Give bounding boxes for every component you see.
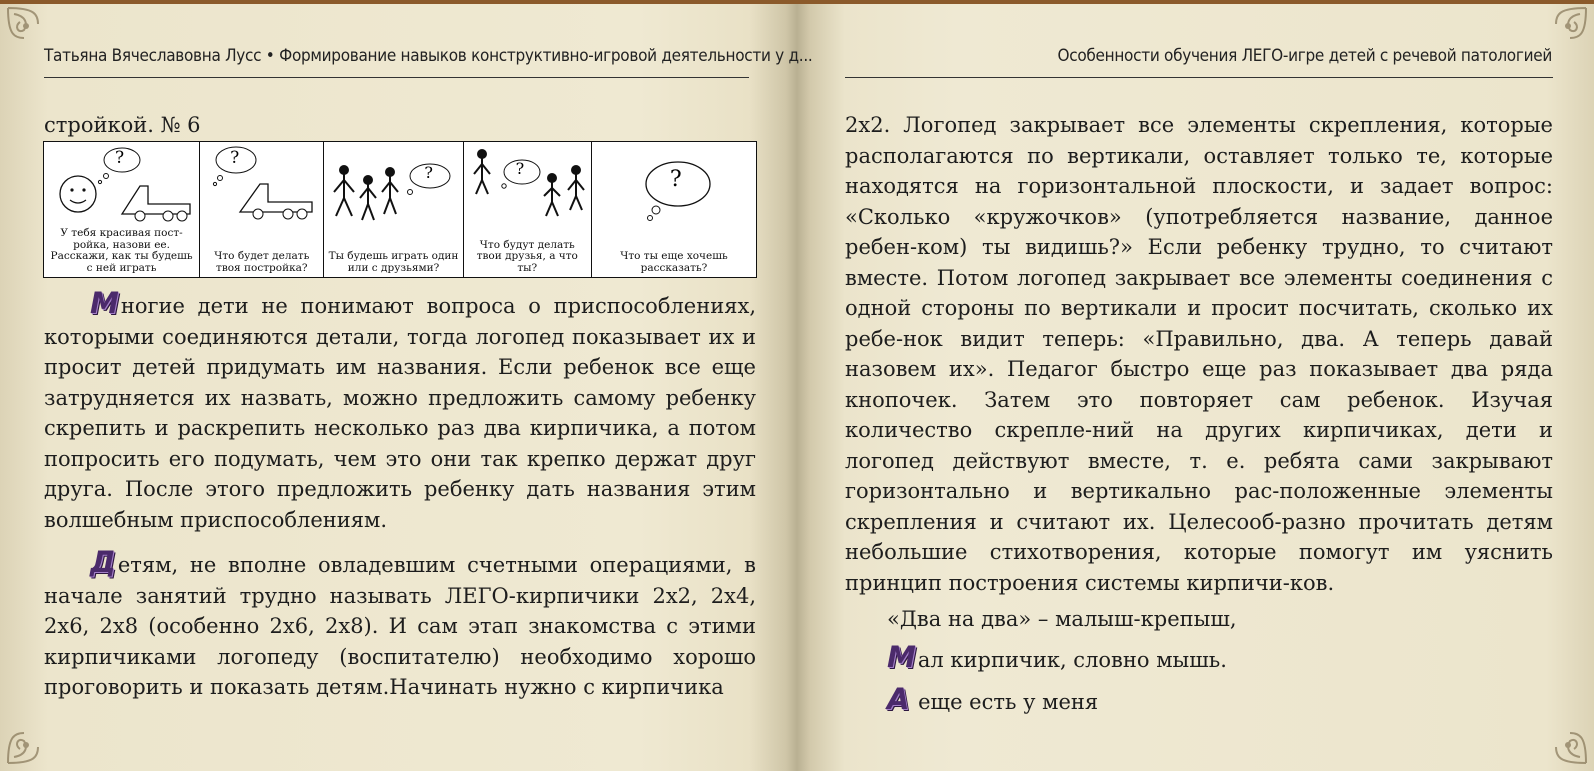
corner-ornament-icon	[4, 697, 74, 767]
figure-caption: Что будут делать твои друзья, а что ты?	[476, 238, 578, 274]
paragraph-text: ногие дети не понимают вопроса о приспособлениях, которыми соединяются детали, тогда логопед показывает их и просит детей придумать им названия. Если ребенок все еще затрудняется их назвать, можно предложить самому ребенку скрепить и раскрепить несколько раз два кирпичика, а потом попросить его подумать, чем это они так крепко держат друг друга. После этого предложить ребенку дать названия этим волшебным приспособлениям.	[44, 294, 756, 532]
right-page	[845, 110, 1553, 720]
poem-line: «Два на два» – малыш-крепыш,	[887, 607, 1237, 631]
figure-panel	[464, 142, 592, 277]
figure-panel	[324, 142, 463, 277]
three-children-icon	[324, 142, 463, 232]
poem	[845, 602, 1553, 720]
thought-question-mark: ?	[115, 148, 125, 168]
poem-line-text: ал кирпичик, словно мышь.	[917, 648, 1227, 672]
right-running-header: Особенности обучения ЛЕГО-игре детей с речевой патологией	[1057, 46, 1552, 66]
drop-cap: М	[887, 640, 916, 674]
figure-panel	[200, 142, 324, 277]
thought-question-mark: ?	[230, 148, 240, 168]
thought-question-mark: ?	[515, 159, 525, 178]
figure-panel	[592, 142, 756, 277]
comic-strip-figure	[43, 141, 757, 278]
lead-line: стройкой. № 6	[44, 113, 201, 137]
paragraph: 2х2. Логопед закрывает все элементы скрепления, которые располагаются по вертикали, оставляет только те, которые находятся на горизонтальной плоскости, и задает вопрос: «Сколько «кружочков» (употребляется название, данное ребен-ком) ты видишь?» Если ребенку трудно, то считают вместе. Потом логопед закрывает все элементы соединения с одной стороны по вертикали и просит посчитать, сколько их ребе-нок видит теперь: «Правильно, два. А теперь давай назовем их». Педагог быстро еще раз показывает два ряда кнопочек. Затем это повторяет сам ребенок. Изучая количество скрепле-ний на других кирпичиках, дети и логопед действуют вместе, т. е. ребята сами закрывают горизонтально и вертикально рас-положенные элементы скрепления и считают их. Целесооб-разно прочитать детям небольшие стихотворения, которые помогут им уяснить принцип построения системы кирпичи-ков.	[845, 113, 1553, 595]
right-header-rule	[845, 77, 1553, 78]
figure-caption: Что ты еще хочешь рассказать?	[620, 250, 728, 274]
paragraph-text: етям, не вполне овладевшим счетными операциями, в начале занятий трудно называть ЛЕГО-кирпичики 2х2, 2х4, 2х6, 2х8 (особенно 2х6, 2х8). И сам этап знакомства с этими кирпичиками логопеду (воспитателю) необходимо хорошо проговорить и показать детям.Начинать нужно с кирпичика	[44, 553, 756, 699]
figure-caption: Ты будешь играть один или с друзьями?	[328, 250, 459, 274]
thought-question-mark: ?	[424, 163, 433, 182]
figure-panel	[44, 142, 200, 277]
truck-icon	[200, 142, 324, 232]
left-running-header: Татьяна Вячеславовна Лусс • Формирование навыков конструктивно-игровой деятельности у д...	[44, 46, 813, 66]
thought-question-mark: ?	[669, 167, 682, 192]
paragraph-1	[44, 288, 756, 535]
figure-caption: Что будет делать твоя постройка?	[214, 250, 310, 274]
left-header-rule	[44, 77, 749, 78]
poem-line	[887, 636, 1553, 678]
book-top-edge	[0, 0, 1594, 4]
figure-caption: У тебя красивая пост-ройка, назови ее. Расскажи, как ты будешь с ней играть	[50, 227, 193, 274]
drop-cap: М	[90, 286, 119, 320]
friends-thinking-icon	[464, 142, 592, 232]
poem-line-text: еще есть у меня	[911, 690, 1099, 714]
paragraph-2	[44, 547, 756, 703]
poem-line	[887, 678, 1553, 720]
drop-cap: А	[887, 682, 910, 716]
drop-cap: Д	[90, 545, 116, 579]
